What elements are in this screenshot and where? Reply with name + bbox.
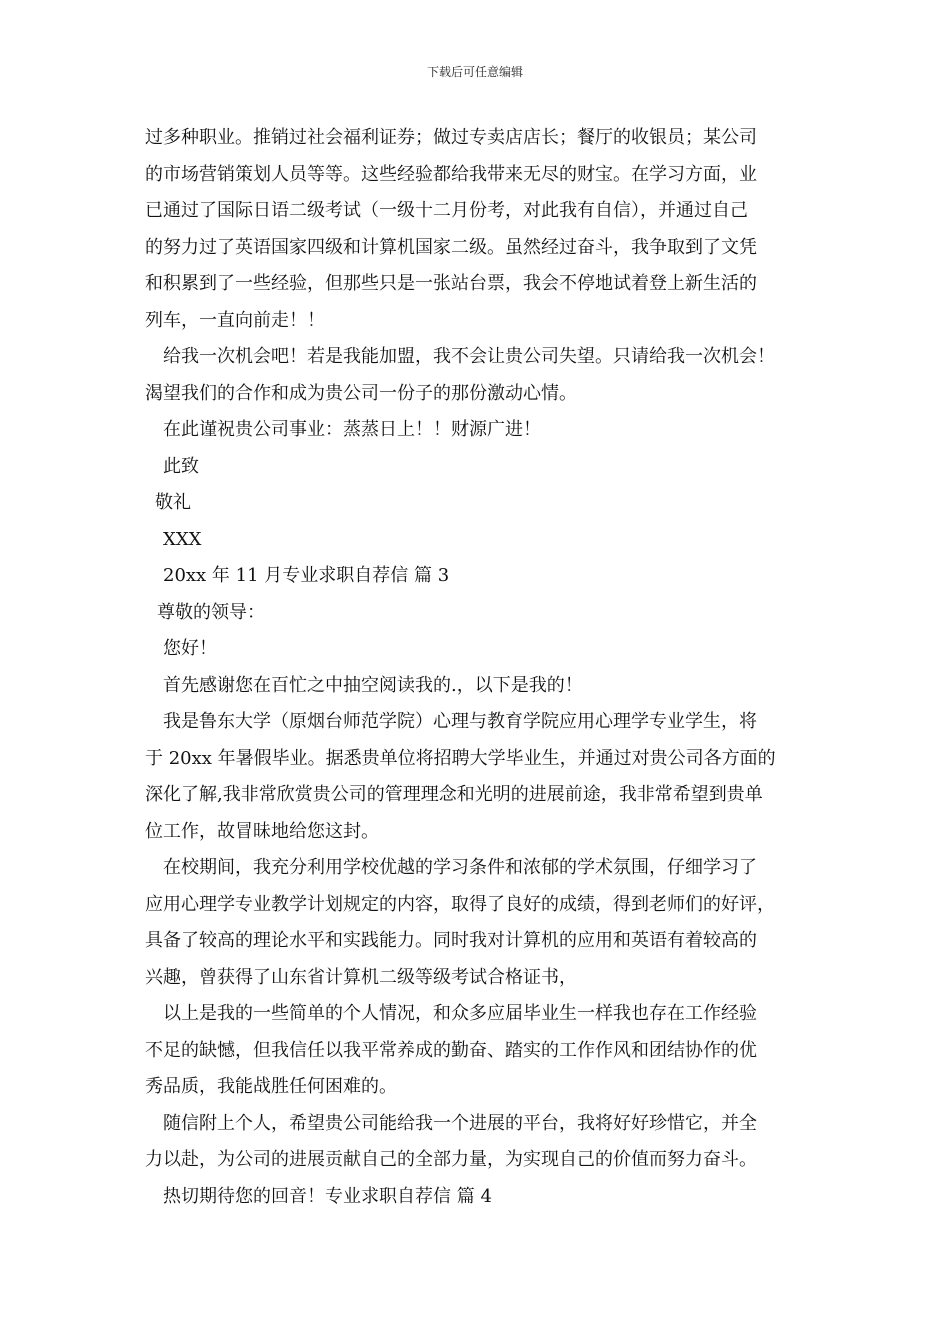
- text-line: 20xx 年 11 月专业求职自荐信 篇 3: [163, 565, 450, 586]
- text-line: 力以赴，为公司的进展贡献自己的全部力量，为实现自己的价值而努力奋斗。: [145, 1149, 757, 1170]
- text-line: 秀品质，我能战胜任何困难的。: [145, 1076, 397, 1097]
- text-line: 渴望我们的合作和成为贵公司一份子的那份激动心情。: [145, 382, 577, 404]
- text-line: 列车，一直向前走！！: [145, 309, 325, 331]
- text-line: 以上是我的一些简单的个人情况，和众多应届毕业生一样我也存在工作经验: [163, 1003, 757, 1024]
- text-line: 尊敬的领导：: [157, 601, 265, 623]
- text-line: 在此谨祝贵公司事业：蒸蒸日上！！财源广进！: [163, 419, 541, 440]
- text-line: 具备了较高的理论水平和实践能力。同时我对计算机的应用和英语有着较高的: [145, 930, 757, 951]
- document-body: [145, 120, 815, 1215]
- text-line: 不足的缺憾，但我信任以我平常养成的勤奋、踏实的工作作风和团结协作的优: [145, 1039, 757, 1061]
- page-header: 下载后可任意编辑: [426, 65, 523, 79]
- text-line: 给我一次机会吧！若是我能加盟，我不会让贵公司失望。只请给我一次机会！: [163, 346, 775, 367]
- text-line: 过多种职业。推销过社会福利证券；做过专卖店店长；餐厅的收银员；某公司: [145, 127, 757, 148]
- text-line: 兴趣，曾获得了山东省计算机二级等级考试合格证书，: [145, 966, 577, 988]
- text-line: 热切期待您的回音！专业求职自荐信 篇 4: [163, 1185, 492, 1207]
- text-line: 的努力过了英语国家四级和计算机国家二级。虽然经过奋斗，我争取到了文凭: [145, 236, 757, 258]
- text-line: 您好！: [163, 638, 217, 659]
- text-line: 应用心理学专业教学计划规定的内容，取得了良好的成绩，得到老师们的好评，: [145, 893, 775, 915]
- text-line: 已通过了国际日语二级考试（一级十二月份考，对此我有自信），并通过自己: [145, 200, 748, 221]
- text-line: XXX: [163, 528, 202, 550]
- text-line: 于 20xx 年暑假毕业。据悉贵单位将招聘大学毕业生，并通过对贵公司各方面的: [145, 747, 776, 769]
- text-line: 位工作，故冒昧地给您这封。: [145, 820, 379, 842]
- text-line: 在校期间，我充分利用学校优越的学习条件和浓郁的学术氛围，仔细学习了: [163, 857, 757, 878]
- text-line: 和积累到了一些经验，但那些只是一张站台票，我会不停地试着登上新生活的: [145, 273, 757, 294]
- text-line: 的市场营销策划人员等等。这些经验都给我带来无尽的财宝。在学习方面，业: [145, 163, 757, 185]
- text-line: 此致: [163, 455, 199, 477]
- text-line: 我是鲁东大学（原烟台师范学院）心理与教育学院应用心理学专业学生，将: [163, 711, 757, 732]
- text-line: 随信附上个人，希望贵公司能给我一个进展的平台，我将好好珍惜它，并全: [163, 1112, 757, 1134]
- text-line: 首先感谢您在百忙之中抽空阅读我的.，以下是我的！: [163, 674, 583, 696]
- text-line: 敬礼: [155, 492, 191, 513]
- text-line: 深化了解,我非常欣赏贵公司的管理理念和光明的进展前途，我非常希望到贵单: [145, 784, 763, 805]
